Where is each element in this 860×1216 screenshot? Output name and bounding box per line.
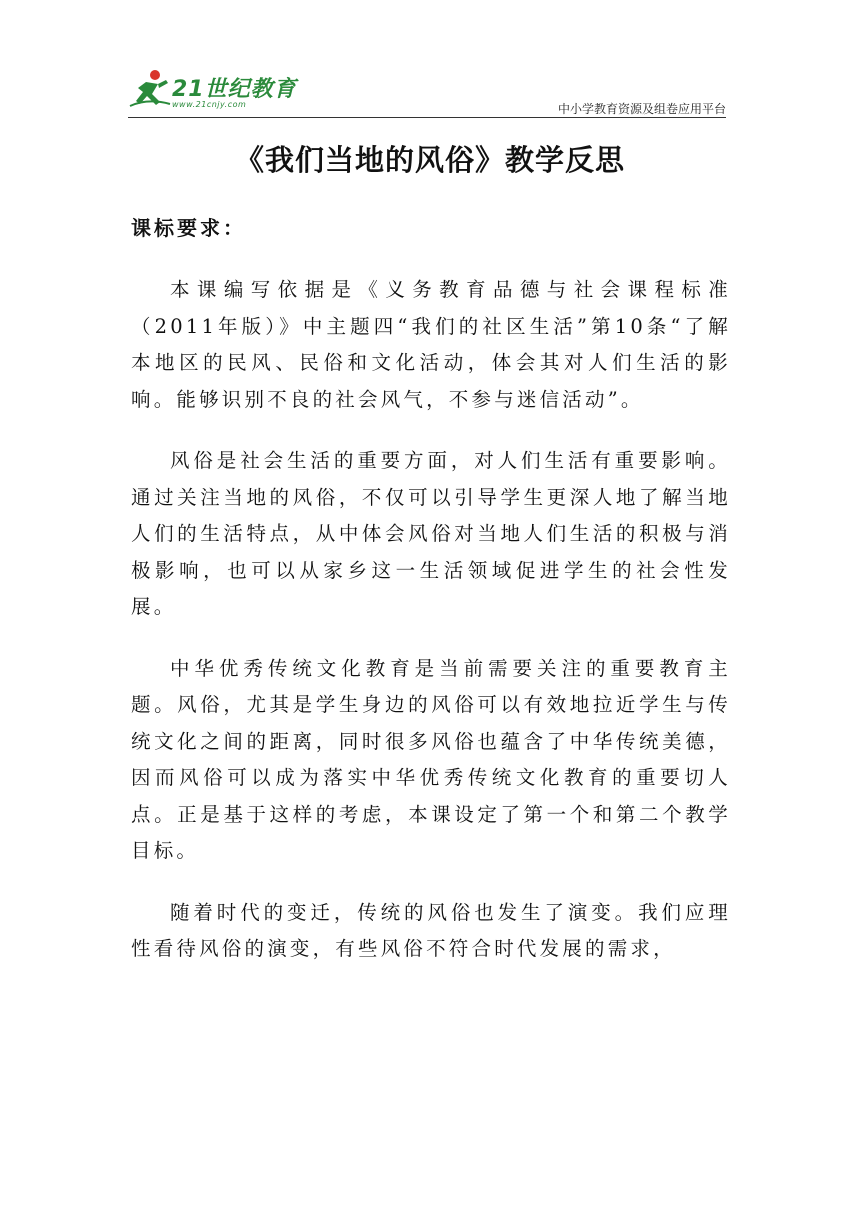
header-divider [128,117,726,118]
document-body [131,210,731,993]
header-tagline: 中小学教育资源及组卷应用平台 [557,102,726,116]
paragraph-3: 中华优秀传统文化教育是当前需要关注的重要教育主题。风俗，尤其是学生身边的风俗可以有效地拉近学生与传统文化之间的距离，同时很多风俗也蕴含了中华传统美德，因而风俗可以成为落实中华优秀传统文化教育的重要切人点。正是基于这样的考虑，本课设定了第一个和第二个教学目标。 [131,656,731,862]
site-logo[interactable] [128,62,298,116]
section-heading: 课标要求： [131,216,246,240]
page-header [128,62,726,118]
logo-url: www.21cnjy.com [172,100,247,109]
paragraph-1: 本课编写依据是《义务教育品德与社会课程标准（2011年版）》中主题四“我们的社区生活”第10条“了解本地区的民风、民俗和文化活动，体会其对人们生活的影响。能够识别不良的社会风气，不参与迷信活动”。 [131,278,731,411]
document-title: 《我们当地的风俗》教学反思 [234,143,625,177]
paragraph-4: 随着时代的变迁，传统的风俗也发生了演变。我们应理性看待风俗的演变，有些风俗不符合时代发展的需求， [131,900,731,960]
runner-logo-icon [128,68,172,110]
paragraph-2: 风俗是社会生活的重要方面，对人们生活有重要影响。通过关注当地的风俗，不仅可以引导学生更深人地了解当地人们的生活特点，从中体会风俗对当地人们生活的积极与消极影响，也可以从家乡这一生活领域促进学生的社会性发展。 [131,449,731,618]
logo-wordmark: 21世纪教育 [172,77,297,102]
